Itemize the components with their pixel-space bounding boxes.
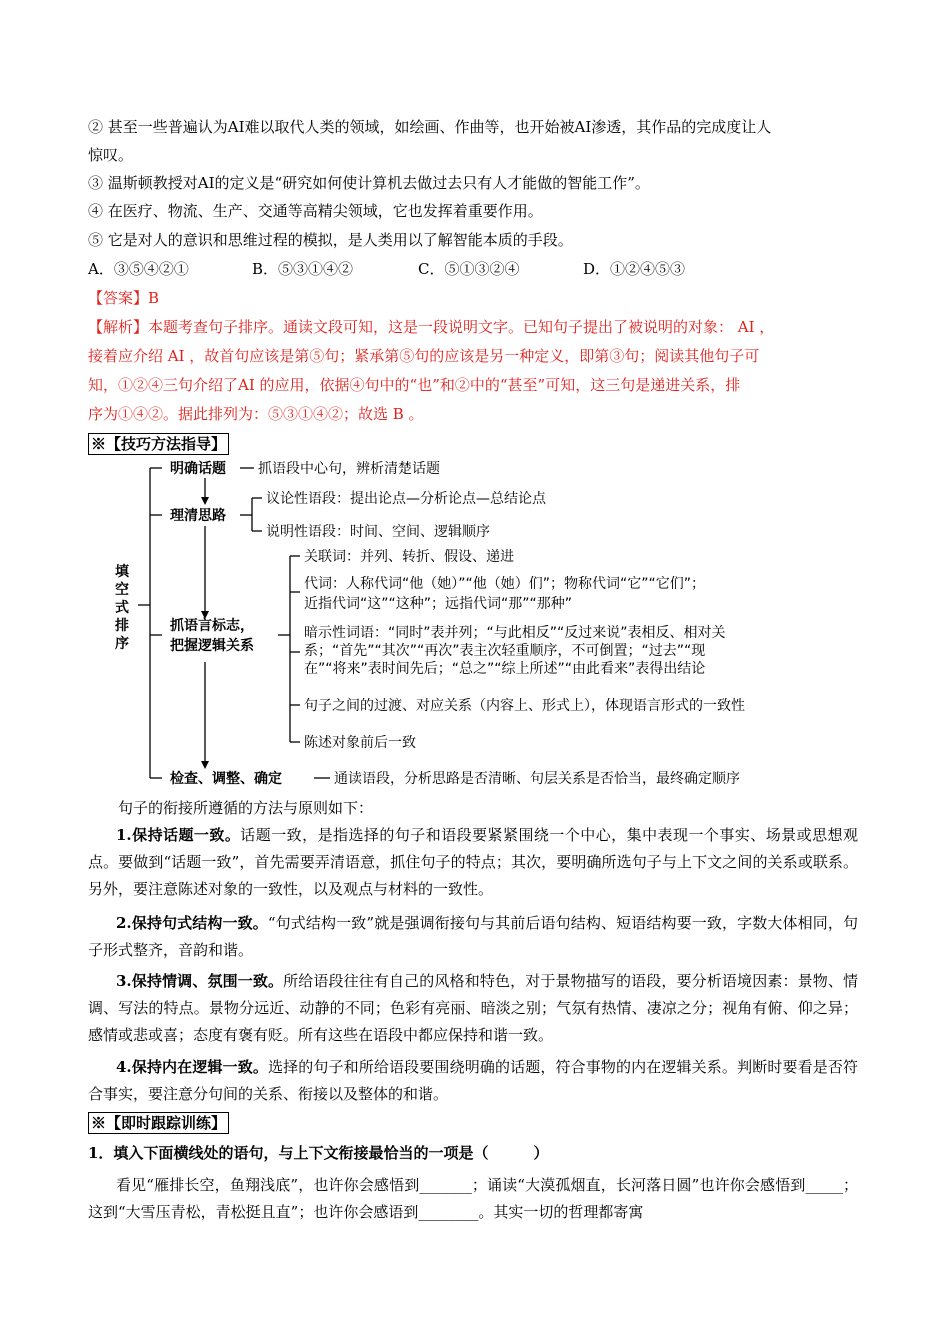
- diagram-item-hints-1: 暗示性词语：“同时”表并列；“与此相反”“反过来说”表相反、相对关: [304, 625, 726, 641]
- diagram-root-char-5: 序: [115, 636, 129, 652]
- principle-2-body: “句式结构一致”就是强调衔接句与其前后语句结构、短语结构要一致，字数大体相同，句子形式整齐，音韵和谐。: [88, 914, 858, 959]
- principle-3-body: 所给语段往往有自己的风格和特色，对于景物描写的语段，要分析语境因素：景物、情调、写法的特点。景物分远近、动静的不同；色彩有亮丽、暗淡之别；气氛有热情、凄凉之分；视角有俯、仰之异；感情或悲或喜；态度有褒有贬。所有这些在语段中都应保持和谐一致。: [88, 972, 858, 1044]
- section-heading-method: ※【技巧方法指导】: [88, 433, 229, 455]
- option-2-line1: ② 甚至一些普遍认为AI难以取代人类的领域，如绘画、作曲等，也开始被AI渗透，其作品的完成度让人: [88, 118, 772, 136]
- option-3: ③ 温斯顿教授对AI的定义是“研究如何使计算机去做过去只有人才能做的智能工作”。: [88, 174, 650, 192]
- diagram-node-3-line2: 把握逻辑关系: [170, 638, 254, 654]
- diagram-item-conjunctions: 关联词：并列、转折、假设、递进: [304, 549, 514, 565]
- diagram-item-transition: 句子之间的过渡、对应关系（内容上、形式上），体现语言形式的一致性: [304, 698, 745, 714]
- analysis-line-2: 接着应介绍 AI ，故首句应该是第⑤句；紧承第⑤句的应该是另一种定义，即第③句；阅读其他句子可: [88, 347, 760, 365]
- diagram-node-4: 检查、调整、确定: [170, 771, 282, 787]
- diagram-root-char-2: 空: [115, 582, 129, 598]
- diagram-item-hints-3: 在”“将来”表时间先后；“总之”“综上所述”“由此看来”表得出结论: [304, 661, 706, 677]
- question-1-text: 看见“雁排长空，鱼翔浅底”，也许你会感悟到_______；诵读“大漠孤烟直，长河落日圆”也许你会感悟到_____；这到“大雪压青松，青松挺且直”；也许你会感语到________。其实一切的哲理都寄寓: [88, 1176, 858, 1221]
- principle-1-body: 话题一致，是指选择的句子和语段要紧紧围绕一个中心，集中表现一个事实、场景或思想观点。要做到“话题一致”，首先需要弄清语意，抓住句子的特点；其次，要明确所选句子与上下文之间的关系或联系。另外，要注意陈述对象的一致性，以及观点与材料的一致性。: [88, 826, 858, 898]
- option-4: ④ 在医疗、物流、生产、交通等高精尖领域，它也发挥着重要作用。: [88, 202, 543, 220]
- principle-2: [88, 910, 858, 964]
- principle-3: [88, 968, 858, 1049]
- choice-b: B．⑤③①④②: [252, 260, 354, 278]
- question-1: 1．填入下面横线处的语句，与上下文衔接最恰当的一项是（ ）: [88, 1144, 549, 1162]
- diagram-item-pronouns-2: 近指代词“这”“这种”；远指代词“那”“那种”: [304, 596, 573, 612]
- option-5: ⑤ 它是对人的意识和思维过程的模拟，是人类用以了解智能本质的手段。: [88, 231, 573, 249]
- diagram-item-subject: 陈述对象前后一致: [304, 735, 416, 751]
- section-heading-practice: ※【即时跟踪训练】: [88, 1112, 229, 1134]
- principle-3-head: 3.保持情调、氛围一致。: [116, 972, 284, 990]
- diagram-root-char-4: 排: [115, 618, 129, 634]
- answer: 【答案】B: [88, 289, 160, 307]
- diagram-item-hints-2: 系；“首先”“其次”“再次”表主次轻重顺序，不可倒置；“过去”“现: [304, 643, 706, 659]
- analysis-line-1: 【解析】本题考查句子排序。通读文段可知，这是一段说明文字。已知句子提出了被说明的对象： AI ，: [88, 318, 775, 336]
- diagram-node-1: 明确话题: [170, 461, 226, 477]
- option-2-line2: 惊叹。: [88, 146, 134, 164]
- diagram-node-3-line1: 抓语言标志，: [170, 618, 254, 634]
- diagram-node-4-desc: 通读语段，分析思路是否清晰、句层关系是否恰当，最终确定顺序: [334, 771, 740, 787]
- diagram-node-2: 理清思路: [170, 508, 226, 524]
- analysis-line-4: 序为①④②。据此排列为：⑤③①④②；故选 B 。: [88, 405, 424, 423]
- diagram-item-pronouns-1: 代词：人称代词“他（她）”“他（她）们”；物称代词“它”“它们”；: [304, 576, 706, 592]
- principle-1: [88, 822, 858, 903]
- diagram-node-1-desc: 抓语段中心句，辨析清楚话题: [258, 461, 440, 477]
- principle-1-head: 1.保持话题一致。: [116, 826, 241, 844]
- principle-4: [88, 1054, 858, 1108]
- diagram-node-2-a: 议论性语段：提出论点—分析论点—总结论点: [266, 491, 546, 507]
- choice-c: C．⑤①③②④: [418, 260, 520, 278]
- principles-intro: 句子的衔接所遵循的方法与原则如下：: [118, 799, 374, 817]
- principle-4-body: 选择的句子和所给语段要围绕明确的话题，符合事物的内在逻辑关系。判断时要看是否符合事实，要注意分句间的关系、衔接以及整体的和谐。: [88, 1058, 858, 1103]
- choice-d: D．①②④⑤③: [583, 260, 686, 278]
- diagram-root-char-1: 填: [115, 564, 129, 580]
- choice-a: A．③⑤④②①: [88, 260, 189, 278]
- analysis-line-3: 知，①②④三句介绍了AI 的应用，依据④句中的“也”和②中的“甚至”可知，这三句是递进关系，排: [88, 376, 741, 394]
- diagram-root-char-3: 式: [115, 600, 129, 616]
- diagram-node-2-b: 说明性语段：时间、空间、逻辑顺序: [266, 524, 490, 540]
- principle-2-head: 2.保持句式结构一致。: [116, 914, 268, 932]
- principle-4-head: 4.保持内在逻辑一致。: [116, 1058, 268, 1076]
